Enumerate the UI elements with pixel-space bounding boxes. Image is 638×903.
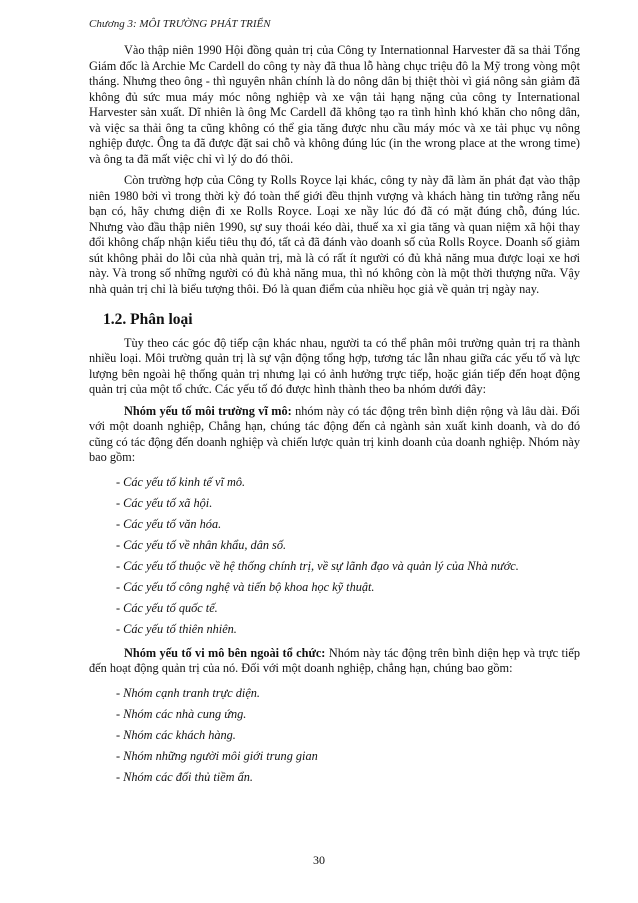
list-item: - Các yếu tố về nhân khẩu, dân số. xyxy=(116,537,287,552)
list-item: - Các yếu tố công nghệ và tiến bộ khoa học kỹ thuật. xyxy=(116,579,375,594)
list-item: - Nhóm các khách hàng. xyxy=(116,727,236,742)
macro-group-text: nhóm này có tác động trên bình diện rộng và lâu dài. Đối với một doanh nghiệp, Chẳng hạn, chúng tác động đến cả ngành sản xuất kinh doanh, và do đó cũng có tác động đến doanh nghiệp và chiến lược quản trị kinh doanh của doanh nghiệp. Nhóm này bao gồm: xyxy=(89,403,580,464)
micro-group-lead: Nhóm yếu tố vi mô bên ngoài tổ chức: xyxy=(124,645,326,660)
paragraph-micro-group xyxy=(89,646,580,677)
list-item: - Nhóm cạnh tranh trực diện. xyxy=(116,685,261,700)
page-number: 30 xyxy=(313,853,325,867)
list-item: - Các yếu tố thuộc về hệ thống chính trị, về sự lãnh đạo và quản lý của Nhà nước. xyxy=(116,558,519,573)
page-body xyxy=(89,43,580,794)
list-item: - Nhóm những người môi giới trung gian xyxy=(116,748,318,763)
micro-factor-list xyxy=(89,683,580,788)
paragraph-macro-group xyxy=(89,404,580,466)
paragraph-classification: Tùy theo các góc độ tiếp cận khác nhau, người ta có thể phân môi trường quản trị ra thành nhiều loại. Môi trường quản trị là sự vận động tổng hợp, tương tác lẫn nhau giữa các yếu tố và lực lượng bên ngoài hệ thống quản trị nhưng lại có ảnh hưởng trực tiếp, hoặc gián tiếp đến hoạt động quản trị của một tổ chức. Các yếu tố đó được hình thành theo ba nhóm dưới đây: xyxy=(89,335,580,396)
list-item: - Các yếu tố kinh tế vĩ mô. xyxy=(116,474,246,489)
macro-group-lead: Nhóm yếu tố môi trường vĩ mô: xyxy=(124,403,292,418)
list-item: - Các yếu tố thiên nhiên. xyxy=(116,621,237,636)
list-item: - Các yếu tố văn hóa. xyxy=(116,516,222,531)
section-heading: 1.2. Phân loại xyxy=(103,311,193,328)
list-item: - Nhóm các nhà cung ứng. xyxy=(116,706,247,721)
paragraph-harvester: Vào thập niên 1990 Hội đồng quản trị của Công ty Internationnal Harvester đã sa thải Tổng Giám đốc là Archie Mc Cardell do công ty này đã thua lỗ hàng chục triệu đô la Mỹ trong vòng một tháng. Nhưng theo ông - thì nguyên nhân chính là do nông dân bị thiệt thòi vì giá nông sản giảm đã không đủ sức mua máy móc nông nghiệp và xe vận tải hạng nặng của công ty International Harvester sản xuất. Dĩ nhiên là ông Mc Cardell đã không tạo ra tình hình khó khăn cho nông dân, và việc sa thải ông ta cũng không có thể gia tăng được nhu cầu máy móc và xe tải phục vụ nông nghiệp được. Ông ta đã được đặt sai chỗ và không đúng lúc (in the wrong place at the wrong time) và ông ta đã mất việc chỉ vì lý do đó thôi. xyxy=(89,43,580,166)
list-item: - Các yếu tố xã hội. xyxy=(116,495,213,510)
paragraph-rolls-royce: Còn trường hợp của Công ty Rolls Royce lại khác, công ty này đã làm ăn phát đạt vào thập niên 1980 bởi vì trong thời kỳ đó toàn thế giới đều thịnh vượng và khách hàng tin tưởng rằng nếu bạn có, hãy chưng diện đi xe Rolls Royce. Loại xe nầy lúc đó đã có mặt đúng chỗ, đúng lúc. Nhưng vào đầu thập niên 1990, sự suy thoái kéo dài, thuế xa xỉ gia tăng và quan niệm xã hội thay đổi không chấp nhận kiểu tiêu thụ đó, tất cả đã đánh vào doanh số của Rolls Royce. Doanh số giảm sút không phải do lỗi của nhà quản trị, mà là có rất ít người có đủ khả năng mua được loại xe hơi này. Và trong số những người có đủ khả năng mua, thì nó không còn là một thời thượng nữa. Vậy nhà quản trị chỉ là biểu tượng thôi. Đó là quan điểm của nhiều học giả về quản trị ngày nay. xyxy=(89,173,580,296)
list-item: - Các yếu tố quốc tế. xyxy=(116,600,218,615)
macro-factor-list xyxy=(89,472,580,640)
running-header: Chương 3: MÔI TRƯỜNG PHÁT TRIỂN xyxy=(89,18,271,30)
micro-group-text: Nhóm này tác động trên bình diện hẹp và trực tiếp đến hoạt động quản trị của nó. Đối với một doanh nghiệp, chẳng hạn, chúng bao gồm: xyxy=(89,645,580,675)
list-item: - Nhóm các đối thủ tiềm ẩn. xyxy=(116,769,253,784)
